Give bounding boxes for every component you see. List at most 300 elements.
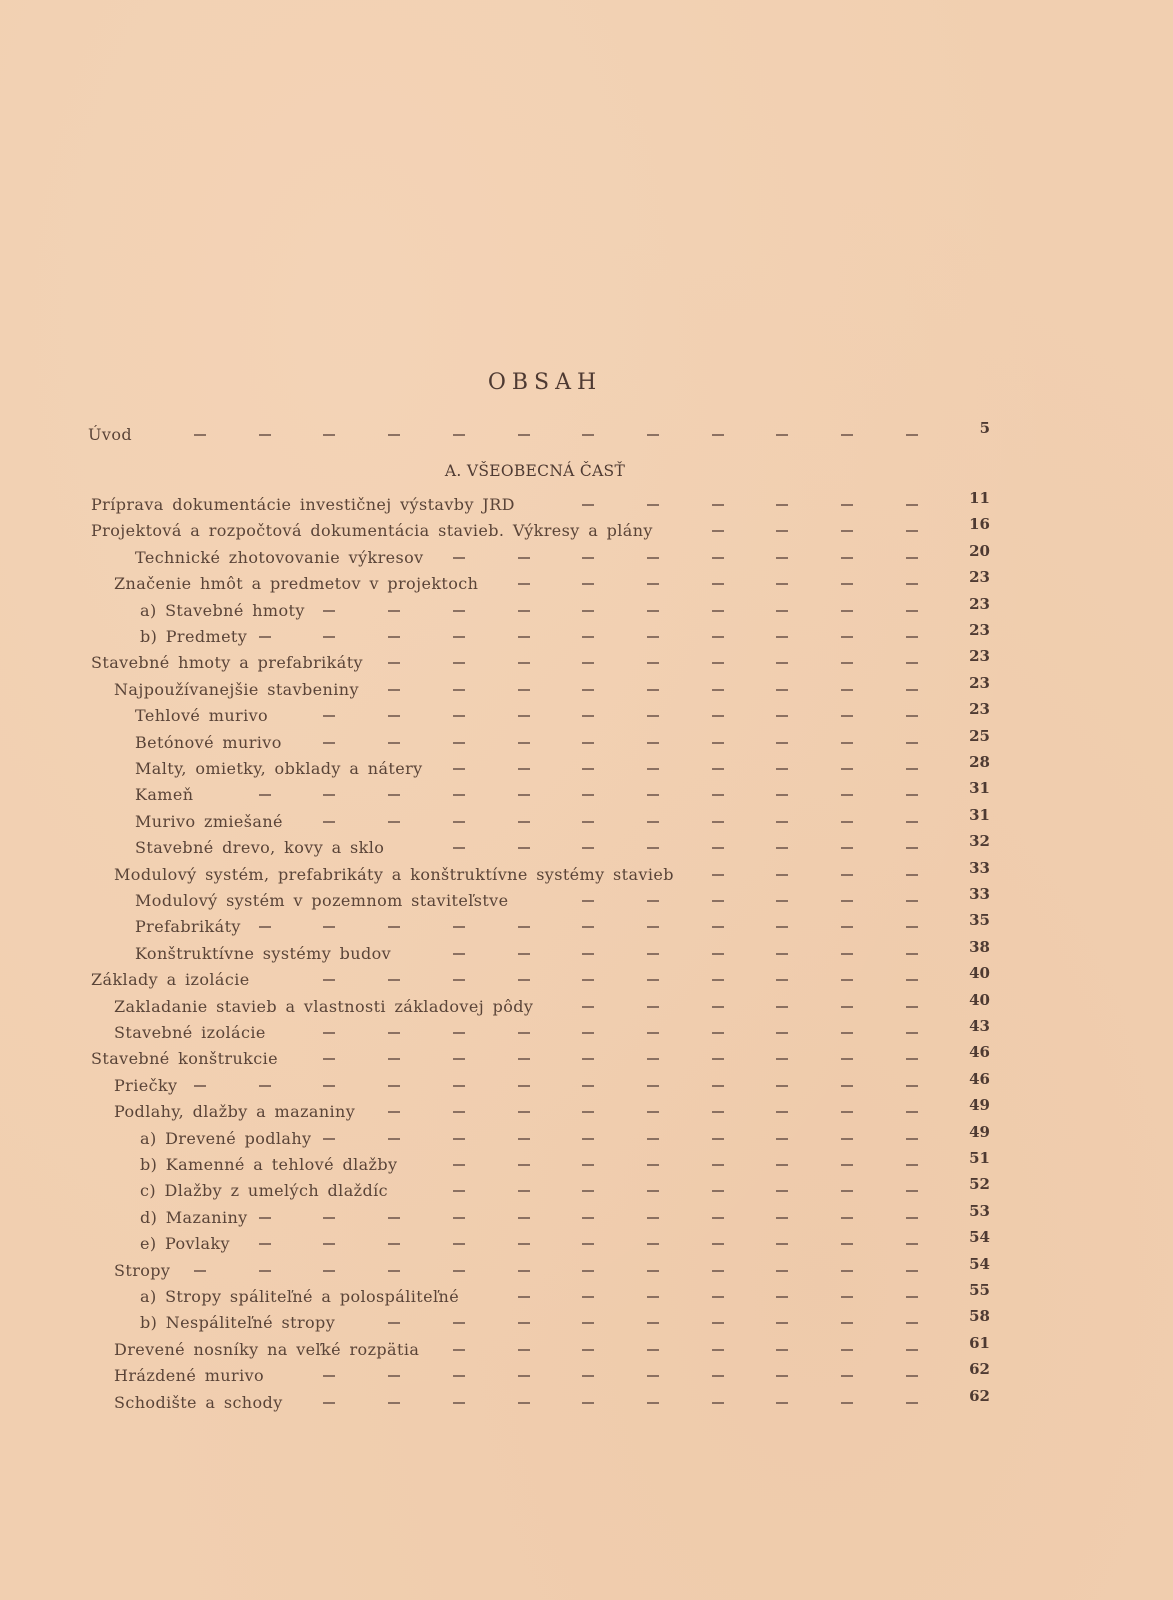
leader-dash bbox=[323, 821, 335, 823]
leader-dash bbox=[518, 1270, 530, 1272]
leader-dash bbox=[518, 636, 530, 638]
toc-entry[interactable] bbox=[0, 1228, 1173, 1260]
leader-dash bbox=[841, 1006, 853, 1008]
leader-dash bbox=[841, 689, 853, 691]
leader-dash bbox=[841, 926, 853, 928]
dot-leader bbox=[0, 434, 1173, 438]
leader-dash bbox=[712, 1375, 724, 1377]
dot-leader bbox=[0, 715, 1173, 719]
leader-dash bbox=[647, 768, 659, 770]
leader-dash bbox=[388, 1032, 400, 1034]
leader-dash bbox=[388, 1058, 400, 1060]
toc-entry[interactable] bbox=[0, 1017, 1173, 1049]
leader-dash bbox=[518, 1243, 530, 1245]
toc-entry[interactable] bbox=[0, 1043, 1173, 1075]
leader-dash bbox=[841, 1243, 853, 1245]
leader-dash bbox=[906, 1164, 918, 1166]
toc-entry[interactable] bbox=[0, 1175, 1173, 1207]
leader-dash bbox=[388, 434, 400, 436]
toc-entry[interactable] bbox=[0, 885, 1173, 917]
leader-dash bbox=[712, 1190, 724, 1192]
toc-entry-label: b) Predmety bbox=[140, 627, 248, 646]
toc-entry[interactable] bbox=[0, 673, 1173, 706]
leader-dash bbox=[776, 504, 788, 506]
leader-dash bbox=[712, 1111, 724, 1113]
leader-dash bbox=[906, 900, 918, 902]
leader-dash bbox=[906, 1190, 918, 1192]
leader-dash bbox=[388, 1402, 400, 1404]
dot-leader bbox=[0, 1349, 1173, 1353]
leader-dash bbox=[518, 1349, 530, 1351]
leader-dash bbox=[582, 1375, 594, 1377]
toc-entry[interactable] bbox=[0, 964, 1173, 996]
leader-dash bbox=[906, 583, 918, 585]
leader-dash bbox=[323, 1375, 335, 1377]
toc-entry[interactable] bbox=[0, 779, 1173, 811]
leader-dash bbox=[518, 979, 530, 981]
toc-page-number: 33 bbox=[969, 858, 990, 877]
leader-dash bbox=[259, 1270, 271, 1272]
toc-page-number: 23 bbox=[969, 647, 990, 666]
leader-dash bbox=[776, 530, 788, 532]
toc-page-number: 38 bbox=[969, 937, 990, 956]
leader-dash bbox=[776, 1006, 788, 1008]
leader-dash bbox=[647, 689, 659, 691]
leader-dash bbox=[906, 847, 918, 849]
leader-dash bbox=[841, 530, 853, 532]
toc-entry-label: Príprava dokumentácie investičnej výstavby JRD bbox=[91, 495, 515, 514]
leader-dash bbox=[906, 874, 918, 876]
leader-dash bbox=[323, 1032, 335, 1034]
toc-entry[interactable] bbox=[0, 1149, 1173, 1181]
dot-leader bbox=[0, 1058, 1173, 1062]
leader-dash bbox=[518, 434, 530, 436]
leader-dash bbox=[776, 434, 788, 436]
toc-entry-intro[interactable] bbox=[0, 419, 1173, 451]
toc-page-number: 23 bbox=[969, 621, 990, 639]
leader-dash bbox=[388, 689, 400, 691]
leader-dash bbox=[453, 636, 465, 638]
leader-dash bbox=[388, 1270, 400, 1272]
toc-entry-label: Stavebné drevo, kovy a sklo bbox=[135, 838, 385, 858]
toc-entry-label: c) Dlažby z umelých dlaždíc bbox=[140, 1181, 388, 1201]
leader-dash bbox=[647, 1138, 659, 1140]
toc-entry[interactable] bbox=[0, 541, 1173, 574]
dot-leader bbox=[0, 1032, 1173, 1036]
leader-dash bbox=[518, 742, 530, 744]
leader-dash bbox=[582, 715, 594, 717]
leader-dash bbox=[453, 715, 465, 717]
toc-page-number: 31 bbox=[969, 805, 990, 824]
leader-dash bbox=[259, 636, 271, 638]
leader-dash bbox=[776, 768, 788, 770]
leader-dash bbox=[582, 1217, 594, 1219]
toc-entry[interactable] bbox=[0, 568, 1173, 600]
leader-dash bbox=[582, 794, 594, 796]
leader-dash bbox=[712, 434, 724, 436]
toc-entry-label: Úvod bbox=[88, 425, 132, 444]
toc-entry[interactable] bbox=[0, 858, 1173, 891]
leader-dash bbox=[906, 1217, 918, 1219]
leader-dash bbox=[647, 1217, 659, 1219]
leader-dash bbox=[388, 1111, 400, 1113]
leader-dash bbox=[841, 1402, 853, 1404]
leader-dash bbox=[906, 953, 918, 955]
leader-dash bbox=[582, 1243, 594, 1245]
leader-dash bbox=[712, 689, 724, 691]
toc-entry[interactable] bbox=[0, 805, 1173, 838]
toc-entry[interactable] bbox=[0, 515, 1173, 547]
leader-dash bbox=[647, 636, 659, 638]
dot-leader bbox=[0, 1375, 1173, 1379]
dot-leader bbox=[0, 689, 1173, 693]
leader-dash bbox=[518, 557, 530, 559]
leader-dash bbox=[776, 689, 788, 691]
leader-dash bbox=[323, 636, 335, 638]
leader-dash bbox=[582, 1058, 594, 1060]
leader-dash bbox=[518, 610, 530, 612]
leader-dash bbox=[453, 1032, 465, 1034]
toc-entry-label: Schodište a schody bbox=[114, 1392, 283, 1412]
dot-leader bbox=[0, 794, 1173, 798]
leader-dash bbox=[776, 821, 788, 823]
leader-dash bbox=[582, 1402, 594, 1404]
toc-entry[interactable] bbox=[0, 911, 1173, 943]
toc-entry[interactable] bbox=[0, 1096, 1173, 1128]
leader-dash bbox=[841, 1296, 853, 1298]
leader-dash bbox=[453, 1270, 465, 1272]
toc-entry-label: Modulový systém v pozemnom staviteľstve bbox=[135, 891, 509, 910]
toc-entry[interactable] bbox=[0, 700, 1173, 732]
leader-dash bbox=[776, 1138, 788, 1140]
leader-dash bbox=[388, 1217, 400, 1219]
leader-dash bbox=[518, 1375, 530, 1377]
toc-entry-label: Kameň bbox=[135, 785, 194, 805]
leader-dash bbox=[388, 1138, 400, 1140]
leader-dash bbox=[906, 1375, 918, 1377]
leader-dash bbox=[323, 1058, 335, 1060]
leader-dash bbox=[906, 434, 918, 436]
toc-entry-label: d) Mazaniny bbox=[140, 1207, 248, 1227]
leader-dash bbox=[712, 1217, 724, 1219]
toc-entry[interactable] bbox=[0, 990, 1173, 1023]
leader-dash bbox=[518, 1217, 530, 1219]
toc-page-number: 23 bbox=[969, 700, 990, 719]
leader-dash bbox=[582, 1190, 594, 1192]
toc-entry-label: Základy a izolácie bbox=[91, 970, 250, 990]
dot-leader bbox=[0, 926, 1173, 930]
leader-dash bbox=[841, 1058, 853, 1060]
dot-leader bbox=[0, 1006, 1173, 1010]
leader-dash bbox=[647, 926, 659, 928]
leader-dash bbox=[776, 847, 788, 849]
toc-page-number: 25 bbox=[969, 726, 990, 745]
dot-leader bbox=[0, 1111, 1173, 1115]
leader-dash bbox=[647, 1190, 659, 1192]
toc-entry[interactable] bbox=[0, 1307, 1173, 1339]
leader-dash bbox=[647, 1296, 659, 1298]
dot-leader bbox=[0, 504, 1173, 508]
toc-page-number: 43 bbox=[969, 1017, 990, 1035]
leader-dash bbox=[518, 821, 530, 823]
leader-dash bbox=[906, 794, 918, 796]
leader-dash bbox=[453, 557, 465, 559]
dot-leader bbox=[0, 1217, 1173, 1221]
leader-dash bbox=[906, 557, 918, 559]
leader-dash bbox=[776, 610, 788, 612]
leader-dash bbox=[582, 847, 594, 849]
toc-entry[interactable] bbox=[0, 1201, 1173, 1234]
dot-leader bbox=[0, 900, 1173, 904]
leader-dash bbox=[647, 900, 659, 902]
leader-dash bbox=[841, 1032, 853, 1034]
toc-entry[interactable] bbox=[0, 726, 1173, 759]
leader-dash bbox=[776, 636, 788, 638]
leader-dash bbox=[906, 662, 918, 664]
leader-dash bbox=[841, 1349, 853, 1351]
dot-leader bbox=[0, 953, 1173, 957]
leader-dash bbox=[647, 847, 659, 849]
toc-entry[interactable] bbox=[0, 1281, 1173, 1313]
toc-entry[interactable] bbox=[0, 1360, 1173, 1392]
dot-leader bbox=[0, 557, 1173, 561]
toc-entry[interactable] bbox=[0, 753, 1173, 785]
dot-leader bbox=[0, 1322, 1173, 1326]
leader-dash bbox=[712, 768, 724, 770]
toc-entry[interactable] bbox=[0, 832, 1173, 864]
leader-dash bbox=[259, 926, 271, 928]
leader-dash bbox=[453, 1243, 465, 1245]
toc-entry[interactable] bbox=[0, 937, 1173, 970]
leader-dash bbox=[841, 1375, 853, 1377]
leader-dash bbox=[841, 557, 853, 559]
leader-dash bbox=[453, 1322, 465, 1324]
toc-page-number: 54 bbox=[969, 1228, 990, 1247]
leader-dash bbox=[647, 504, 659, 506]
leader-dash bbox=[582, 1270, 594, 1272]
leader-dash bbox=[906, 768, 918, 770]
toc-entry[interactable] bbox=[0, 1333, 1173, 1366]
leader-dash bbox=[841, 768, 853, 770]
leader-dash bbox=[518, 847, 530, 849]
leader-dash bbox=[647, 1375, 659, 1377]
leader-dash bbox=[323, 610, 335, 612]
leader-dash bbox=[323, 979, 335, 981]
leader-dash bbox=[388, 1085, 400, 1087]
leader-dash bbox=[906, 504, 918, 506]
leader-dash bbox=[776, 794, 788, 796]
toc-entry[interactable] bbox=[0, 647, 1173, 679]
leader-dash bbox=[841, 1111, 853, 1113]
leader-dash bbox=[518, 1085, 530, 1087]
leader-dash bbox=[776, 953, 788, 955]
dot-leader bbox=[0, 821, 1173, 825]
leader-dash bbox=[453, 1111, 465, 1113]
leader-dash bbox=[453, 926, 465, 928]
toc-page-number: 5 bbox=[979, 419, 990, 437]
leader-dash bbox=[388, 715, 400, 717]
toc-page-number: 23 bbox=[969, 568, 990, 587]
leader-dash bbox=[388, 662, 400, 664]
leader-dash bbox=[776, 1349, 788, 1351]
leader-dash bbox=[712, 821, 724, 823]
toc-page-number: 54 bbox=[969, 1254, 990, 1273]
toc-entry-label: Značenie hmôt a predmetov v projektoch bbox=[114, 574, 479, 594]
toc-entry[interactable] bbox=[0, 1254, 1173, 1287]
leader-dash bbox=[776, 926, 788, 928]
toc-entry-label: Projektová a rozpočtová dokumentácia stavieb. Výkresy a plány bbox=[91, 521, 653, 541]
leader-dash bbox=[582, 610, 594, 612]
toc-entry[interactable] bbox=[0, 1386, 1173, 1419]
toc-entry[interactable] bbox=[0, 594, 1173, 627]
leader-dash bbox=[518, 583, 530, 585]
leader-dash bbox=[712, 1085, 724, 1087]
leader-dash bbox=[647, 1322, 659, 1324]
leader-dash bbox=[194, 1270, 206, 1272]
dot-leader bbox=[0, 1190, 1173, 1194]
leader-dash bbox=[776, 900, 788, 902]
leader-dash bbox=[647, 1111, 659, 1113]
leader-dash bbox=[906, 1296, 918, 1298]
leader-dash bbox=[259, 434, 271, 436]
leader-dash bbox=[453, 847, 465, 849]
leader-dash bbox=[712, 1032, 724, 1034]
leader-dash bbox=[582, 636, 594, 638]
leader-dash bbox=[906, 1085, 918, 1087]
leader-dash bbox=[712, 900, 724, 902]
leader-dash bbox=[776, 1243, 788, 1245]
leader-dash bbox=[906, 1138, 918, 1140]
toc-page-number: 46 bbox=[969, 1043, 990, 1062]
leader-dash bbox=[388, 926, 400, 928]
leader-dash bbox=[712, 1243, 724, 1245]
leader-dash bbox=[647, 557, 659, 559]
leader-dash bbox=[841, 979, 853, 981]
leader-dash bbox=[712, 1058, 724, 1060]
leader-dash bbox=[518, 1032, 530, 1034]
leader-dash bbox=[776, 1322, 788, 1324]
dot-leader bbox=[0, 768, 1173, 772]
leader-dash bbox=[841, 715, 853, 717]
leader-dash bbox=[388, 1375, 400, 1377]
leader-dash bbox=[453, 768, 465, 770]
leader-dash bbox=[647, 821, 659, 823]
toc-page-number: 51 bbox=[969, 1149, 990, 1167]
leader-dash bbox=[712, 504, 724, 506]
leader-dash bbox=[712, 742, 724, 744]
leader-dash bbox=[453, 979, 465, 981]
toc-entry-label: Stavebné hmoty a prefabrikáty bbox=[91, 653, 363, 673]
leader-dash bbox=[453, 794, 465, 796]
toc-entry-label: a) Stropy spáliteľné a polospáliteľné bbox=[140, 1287, 460, 1306]
toc-entry-label: Najpoužívanejšie stavbeniny bbox=[114, 679, 359, 699]
toc-page-number: 52 bbox=[969, 1175, 990, 1194]
toc-page-number: 40 bbox=[969, 964, 990, 983]
leader-dash bbox=[841, 636, 853, 638]
leader-dash bbox=[906, 530, 918, 532]
leader-dash bbox=[841, 1190, 853, 1192]
leader-dash bbox=[712, 583, 724, 585]
leader-dash bbox=[259, 794, 271, 796]
leader-dash bbox=[647, 794, 659, 796]
toc-entry-label: Podlahy, dlažby a mazaniny bbox=[114, 1102, 356, 1122]
leader-dash bbox=[453, 1085, 465, 1087]
leader-dash bbox=[518, 715, 530, 717]
leader-dash bbox=[647, 662, 659, 664]
leader-dash bbox=[323, 715, 335, 717]
leader-dash bbox=[518, 689, 530, 691]
leader-dash bbox=[194, 434, 206, 436]
leader-dash bbox=[453, 742, 465, 744]
toc-page-number: 62 bbox=[969, 1386, 990, 1405]
toc-page-number: 55 bbox=[969, 1281, 990, 1299]
leader-dash bbox=[712, 953, 724, 955]
leader-dash bbox=[647, 742, 659, 744]
toc-entry-label: Stropy bbox=[114, 1260, 171, 1280]
dot-leader bbox=[0, 874, 1173, 878]
leader-dash bbox=[841, 434, 853, 436]
toc-entry-label: Prefabrikáty bbox=[135, 917, 241, 937]
leader-dash bbox=[906, 1032, 918, 1034]
toc-entry-label: Tehlové murivo bbox=[135, 706, 269, 726]
leader-dash bbox=[453, 1217, 465, 1219]
leader-dash bbox=[453, 610, 465, 612]
dot-leader bbox=[0, 979, 1173, 983]
leader-dash bbox=[906, 979, 918, 981]
leader-dash bbox=[647, 1032, 659, 1034]
toc-page-number: 28 bbox=[969, 753, 990, 771]
dot-leader bbox=[0, 1296, 1173, 1300]
leader-dash bbox=[453, 1190, 465, 1192]
toc-entry[interactable] bbox=[0, 1069, 1173, 1102]
leader-dash bbox=[776, 742, 788, 744]
leader-dash bbox=[259, 1085, 271, 1087]
leader-dash bbox=[906, 689, 918, 691]
leader-dash bbox=[323, 1085, 335, 1087]
leader-dash bbox=[906, 636, 918, 638]
leader-dash bbox=[906, 610, 918, 612]
leader-dash bbox=[647, 1085, 659, 1087]
leader-dash bbox=[712, 1164, 724, 1166]
page-title: OBSAH bbox=[487, 370, 603, 395]
leader-dash bbox=[906, 742, 918, 744]
leader-dash bbox=[582, 557, 594, 559]
leader-dash bbox=[841, 610, 853, 612]
dot-leader bbox=[0, 636, 1173, 640]
toc-entry[interactable] bbox=[0, 621, 1173, 653]
leader-dash bbox=[841, 662, 853, 664]
leader-dash bbox=[712, 874, 724, 876]
leader-dash bbox=[712, 1138, 724, 1140]
leader-dash bbox=[582, 953, 594, 955]
toc-entry-label: b) Kamenné a tehlové dlažby bbox=[140, 1155, 398, 1174]
leader-dash bbox=[453, 662, 465, 664]
leader-dash bbox=[323, 1217, 335, 1219]
leader-dash bbox=[582, 662, 594, 664]
dot-leader bbox=[0, 1243, 1173, 1247]
leader-dash bbox=[712, 1270, 724, 1272]
leader-dash bbox=[453, 434, 465, 436]
leader-dash bbox=[841, 1085, 853, 1087]
section-heading: A. VŠEOBECNÁ ČASŤ bbox=[444, 462, 626, 480]
leader-dash bbox=[647, 610, 659, 612]
dot-leader bbox=[0, 1402, 1173, 1406]
toc-entry[interactable] bbox=[0, 1122, 1173, 1155]
leader-dash bbox=[712, 530, 724, 532]
toc-entry[interactable] bbox=[0, 489, 1173, 521]
leader-dash bbox=[323, 926, 335, 928]
leader-dash bbox=[582, 1032, 594, 1034]
